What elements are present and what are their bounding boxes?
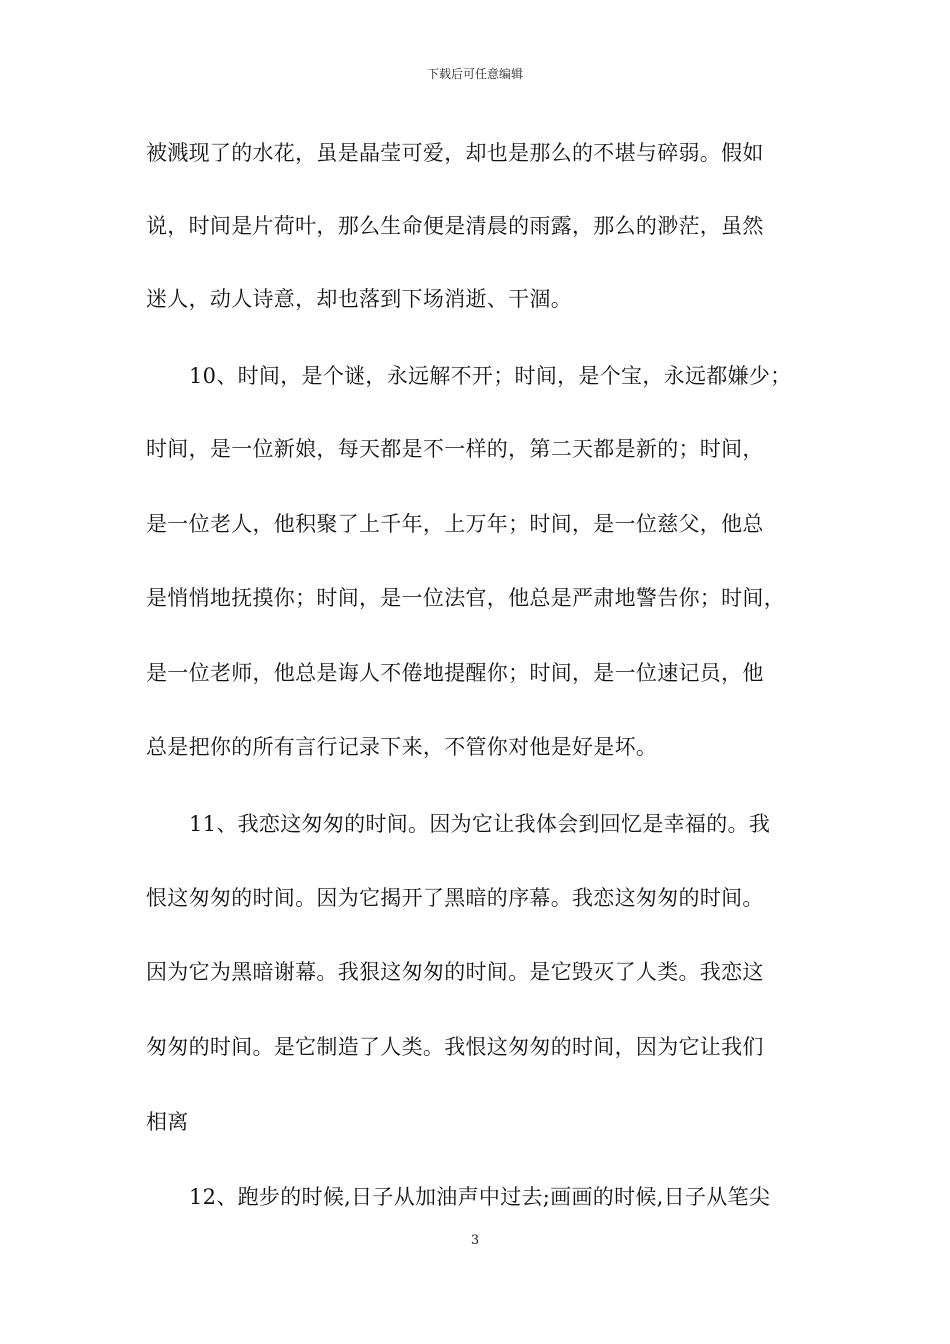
text-line: 迷人，动人诗意，却也落到下场消逝、干涸。 (146, 287, 572, 311)
page-number: 3 (470, 1233, 480, 1248)
text-line: 时间，是一位新娘，每天都是不一样的，第二天都是新的；时间， (146, 437, 764, 461)
text-line: 因为它为黑暗谢幕。我狠这匆匆的时间。是它毁灭了人类。我恋这 (146, 960, 764, 984)
text-line: 相离 (146, 1110, 189, 1134)
text-line: 是一位老师，他总是诲人不倦地提醒你；时间，是一位速记员，他 (146, 661, 764, 685)
text-line: 被溅现了的水花，虽是晶莹可爱，却也是那么的不堪与碎弱。假如 (146, 141, 764, 165)
text-line: 总是把你的所有言行记录下来，不管你对他是好是坏。 (146, 735, 658, 759)
text-line: 是悄悄地抚摸你；时间，是一位法官，他总是严肃地警告你；时间， (146, 586, 785, 610)
text-line: 匆匆的时间。是它制造了人类。我恨这匆匆的时间，因为它让我们 (146, 1035, 764, 1059)
paragraph-11-first-line: 11、我恋这匆匆的时间。因为它让我体会到回忆是幸福的。我 (189, 812, 771, 836)
paragraph-12-first-line: 12、跑步的时候,日子从加油声中过去;画画的时候,日子从笔尖 (189, 1185, 771, 1209)
text-line: 恨这匆匆的时间。因为它揭开了黑暗的序幕。我恋这匆匆的时间。 (146, 886, 764, 910)
page-header: 下载后可任意编辑 (426, 67, 523, 81)
text-line: 说，时间是片荷叶，那么生命便是清晨的雨露，那么的渺茫，虽然 (146, 214, 764, 238)
text-line: 是一位老人，他积聚了上千年，上万年；时间，是一位慈父，他总 (146, 512, 764, 536)
paragraph-10-first-line: 10、时间，是个谜，永远解不开；时间，是个宝，永远都嫌少； (189, 364, 792, 388)
